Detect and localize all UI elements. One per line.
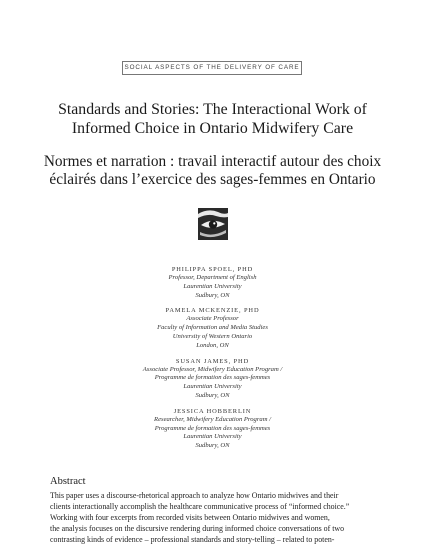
author-affiliation: Associate Professor — [186, 315, 239, 323]
author-name: PAMELA MCKENZIE, PHD — [165, 307, 260, 315]
author-name: PHILIPPA SPOEL, PHD — [171, 266, 254, 273]
author-name: SUSAN JAMES, PHD — [175, 357, 250, 365]
author-affiliation: Programme de formation des sages-femmes — [154, 424, 271, 432]
author-affiliation: University of Western Ontario — [172, 332, 253, 340]
abstract-line: This paper uses a discourse-rhetorical approach to analyze how Ontario midwives and their — [50, 491, 339, 500]
abstract-line: clients interactionally accomplish the healthcare communicative process of “informed choice.” — [50, 502, 350, 511]
abstract-body — [50, 490, 375, 545]
english-title-line: Standards and Stories: The Interactional Work of — [58, 101, 367, 118]
author-affiliation: Programme de formation des sages-femmes — [154, 374, 271, 382]
author-block — [100, 407, 325, 451]
author-affiliation: Sudbury, ON — [195, 391, 230, 399]
author-affiliation: Professor, Department of English — [168, 274, 257, 281]
abstract-line: contrasting kinds of evidence – professional standards and story-telling – related to poten- — [50, 535, 335, 544]
abstract-line: Working with four excerpts from recorded visits between Ontario midwives and women, — [50, 513, 330, 522]
english-title — [30, 100, 395, 138]
author-name: JESSICA HOBBERLIN — [173, 407, 252, 415]
author-affiliation: Sudbury, ON — [195, 291, 230, 299]
abstract-line: the analysis focuses on the discursive rendering during informed choice conversations of two — [50, 524, 345, 533]
author-affiliation: London, ON — [196, 341, 229, 349]
french-title-line: éclairés dans l’exercice des sages-femmes en Ontario — [49, 171, 376, 188]
eye-graphic-icon — [198, 208, 228, 240]
author-affiliation: Laurentian University — [183, 383, 242, 391]
author-block — [100, 306, 325, 350]
abstract-heading: Abstract — [50, 476, 86, 487]
author-affiliation: Laurentian University — [183, 282, 242, 290]
author-affiliation: Laurentian University — [183, 433, 242, 441]
author-affiliation: Faculty of Information and Media Studies — [157, 324, 268, 332]
french-title — [30, 153, 395, 189]
author-affiliation: Associate Professor, Midwifery Education Program / — [142, 365, 283, 373]
author-affiliation: Sudbury, ON — [195, 442, 230, 450]
author-block — [100, 357, 325, 401]
english-title-line: Informed Choice in Ontario Midwifery Care — [71, 120, 354, 137]
section-label: SOCIAL ASPECTS OF THE DELIVERY OF CARE — [122, 61, 302, 75]
author-list — [100, 265, 325, 457]
author-block — [100, 265, 325, 300]
french-title-line: Normes et narration : travail interactif autour des choix — [43, 153, 382, 170]
author-affiliation: Researcher, Midwifery Education Program / — [154, 415, 271, 423]
